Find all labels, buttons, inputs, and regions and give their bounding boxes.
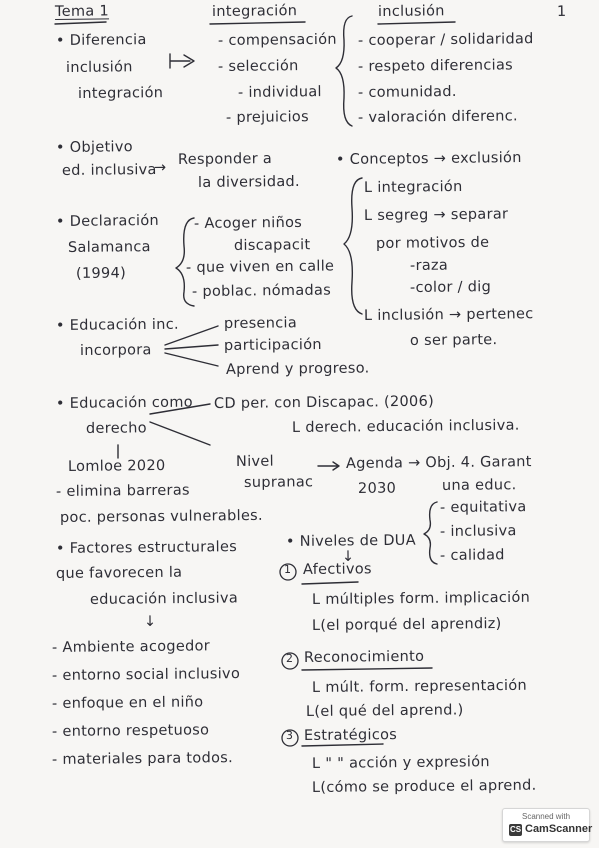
- diff-line-2: inclusión: [65, 59, 133, 76]
- factores-arrow: ↓: [143, 613, 157, 630]
- declaracion-item: discapacit: [233, 237, 311, 254]
- dua-line: L(el porqué del aprendiz): [311, 616, 502, 634]
- dua-line: L(el qué del aprend.): [305, 702, 464, 720]
- inclusion-item: - valoración diferenc.: [357, 108, 518, 126]
- agenda-line-2: una educ.: [441, 477, 517, 494]
- declaracion-item: - que viven en calle: [185, 258, 335, 276]
- dua-title-estrategicos: Estratégicos: [303, 727, 398, 744]
- conceptos-item: por motivos de: [375, 234, 490, 252]
- educacion-inc-item: Aprend y progreso.: [225, 360, 370, 378]
- agenda-arrow: [318, 462, 339, 470]
- objetivo-result-2: la diversidad.: [197, 173, 300, 191]
- agenda-line-1: Agenda → Obj. 4. Garant: [345, 454, 532, 472]
- dua-number-3: 3: [285, 728, 294, 742]
- objetivo-result-1: Responder a: [177, 151, 273, 168]
- diff-line-3: integración: [77, 85, 164, 102]
- objetivo-arrow: →: [153, 159, 167, 176]
- derecho-line-2: derecho: [85, 420, 147, 437]
- scanned-with-label: Scanned with: [521, 812, 571, 821]
- dua-line: L(cómo se produce el aprend.: [311, 777, 537, 796]
- conceptos-item: L segreg → separar: [363, 206, 509, 224]
- educ-item: - equitativa: [439, 499, 527, 516]
- educ-brace: [424, 502, 437, 564]
- factores-line-3: educación inclusiva: [89, 590, 239, 608]
- factor-item: - entorno respetuoso: [51, 722, 210, 740]
- convencion-line-1: CD per. con Discapac. (2006): [213, 393, 435, 412]
- dua-title-afectivos: Afectivos: [302, 561, 372, 578]
- declaracion-item: - poblac. nómadas: [191, 282, 332, 300]
- educacion-inc-item: presencia: [223, 315, 298, 332]
- factor-item: - materiales para todos.: [51, 750, 234, 768]
- conceptos-item: -color / dig: [409, 279, 492, 296]
- conceptos-item: -raza: [409, 257, 449, 274]
- declaracion-line-2: Salamanca: [67, 239, 151, 256]
- dua-line: L múltiples form. implicación: [311, 589, 531, 608]
- page-number: 1: [556, 3, 567, 20]
- camscanner-logo-icon: CS: [509, 825, 522, 834]
- declaracion-line-1: • Declaración: [55, 212, 160, 230]
- conceptos-item: o ser parte.: [409, 332, 498, 349]
- educ-item: - inclusiva: [439, 523, 517, 540]
- factor-item: - Ambiente acogedor: [51, 638, 211, 656]
- reconocimiento-underline: [302, 668, 432, 670]
- inclusion-item: - cooperar / solidaridad: [357, 31, 534, 49]
- integracion-item: - compensación: [217, 31, 337, 49]
- integracion-underline: [210, 22, 305, 24]
- integracion-item: - prejuicios: [225, 109, 309, 126]
- agenda-year: 2030: [357, 480, 397, 497]
- dua-number-1: 1: [283, 562, 292, 576]
- camscanner-watermark: [502, 808, 593, 842]
- afectivos-underline: [302, 582, 358, 584]
- lomloe-label: Lomloe 2020: [67, 457, 166, 475]
- factor-item: - entorno social inclusivo: [51, 666, 241, 684]
- inclusion-item: - respeto diferencias: [357, 57, 514, 75]
- convencion-line-2: L derech. educación inclusiva.: [291, 417, 520, 436]
- title-underline: [55, 22, 106, 24]
- nivel-line-2: supranac: [243, 474, 314, 491]
- camscanner-brand: CamScanner: [525, 823, 593, 835]
- implies-arrow: [170, 54, 194, 68]
- educ-item: - calidad: [439, 547, 505, 564]
- educacion-inc-line-1: • Educación inc.: [55, 316, 179, 334]
- eliminar-line-2: poc. personas vulnerables.: [59, 507, 263, 526]
- derecho-line-1: • Educación como: [55, 394, 193, 412]
- dua-title-reconocimiento: Reconocimiento: [303, 648, 425, 666]
- dua-number-2: 2: [285, 651, 294, 665]
- inclusion-item: - comunidad.: [357, 83, 457, 101]
- factores-line-2: que favorecen la: [55, 564, 183, 582]
- page-title: Tema 1: [54, 3, 110, 20]
- declaracion-line-3: (1994): [75, 265, 127, 282]
- factor-item: - enfoque en el niño: [51, 694, 204, 712]
- educacion-inc-item: participación: [223, 336, 322, 354]
- niveles-arrow: ↓: [341, 548, 355, 565]
- objetivo-line-2: ed. inclusiva: [61, 162, 157, 179]
- conceptos-heading: • Conceptos → exclusión: [335, 150, 522, 168]
- nivel-line-1: Nivel: [235, 453, 274, 470]
- educacion-inc-line-2: incorpora: [79, 342, 152, 359]
- estrategicos-underline: [302, 744, 383, 746]
- dua-line: L " " acción y expresión: [311, 754, 490, 772]
- integracion-item: - selección: [217, 58, 299, 75]
- conceptos-item: L integración: [363, 178, 463, 196]
- niveles-heading: • Niveles de DUA: [285, 532, 416, 550]
- objetivo-line-1: • Objetivo: [55, 139, 133, 156]
- declaracion-item: - Acoger niños: [193, 214, 303, 232]
- conceptos-brace: [344, 178, 362, 314]
- dua-line: L múlt. form. representación: [311, 677, 528, 696]
- inclusion-heading: inclusión: [377, 3, 445, 20]
- inclusion-underline: [378, 22, 455, 24]
- conceptos-item: L inclusión → pertenec: [363, 306, 534, 324]
- integracion-item: - individual: [237, 84, 322, 101]
- diff-line-1: • Diferencia: [55, 32, 147, 49]
- integracion-heading: integración: [211, 3, 298, 20]
- eliminar-line-1: - elimina barreras: [55, 482, 190, 500]
- columns-brace: [336, 16, 352, 126]
- factores-line-1: • Factores estructurales: [55, 539, 238, 557]
